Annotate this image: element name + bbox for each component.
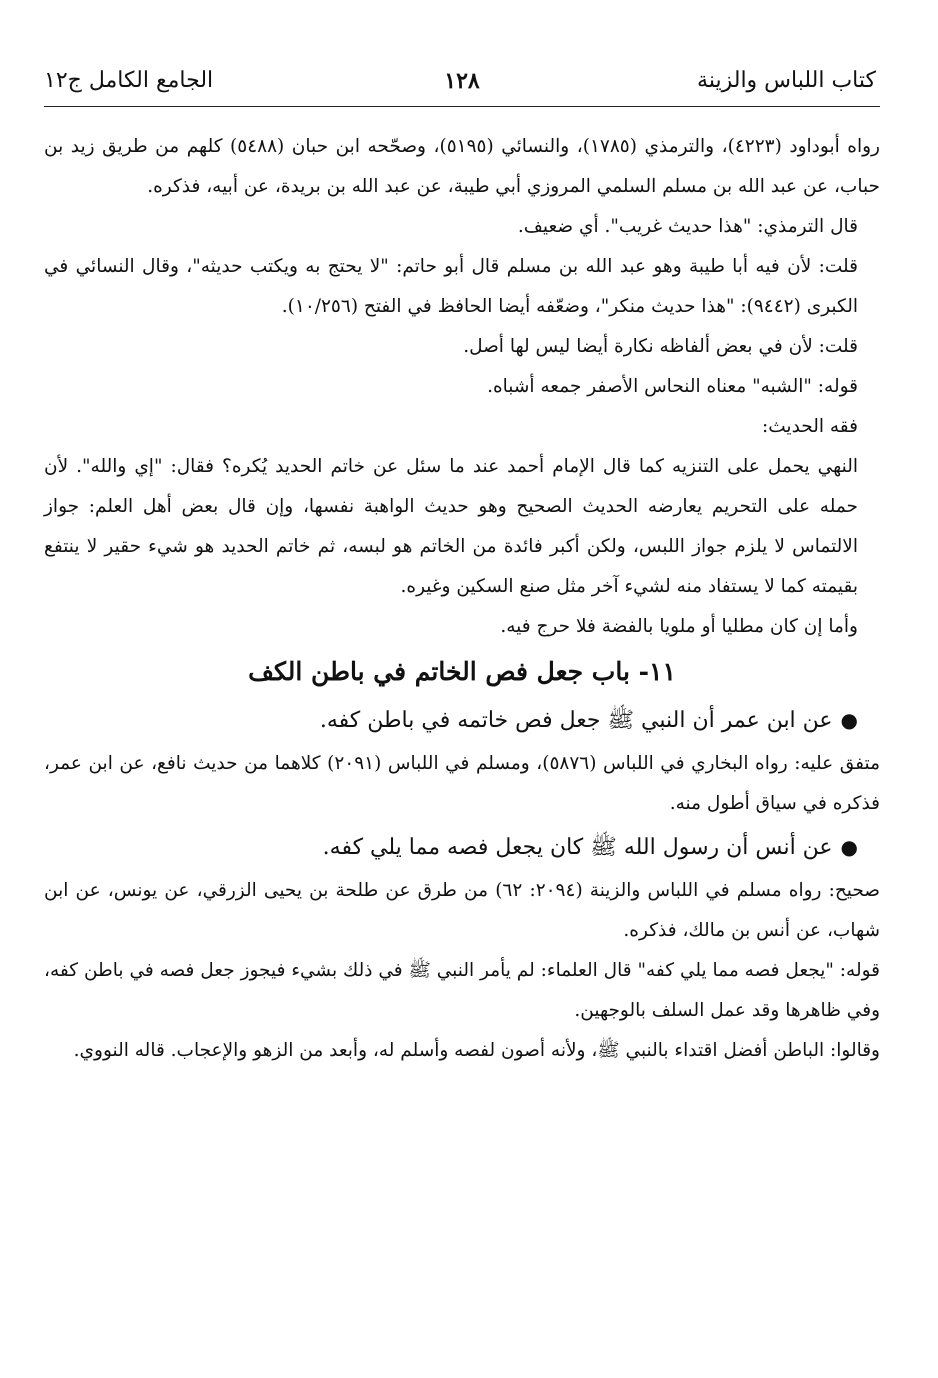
paragraph-takhrij: رواه أبوداود (٤٢٢٣)، والترمذي (١٧٨٥)، والنسائي (٥١٩٥)، وصحّحه ابن حبان (٥٤٨٨) كلهم من طريق زيد بن حباب، عن عبد الله بن مسلم السلمي المروزي أبي طيبة، عن عبد الله بن بريدة، عن أبيه، فذكره. — [44, 136, 880, 197]
takhrij-2 — [44, 871, 880, 1071]
header-volume-title: الجامع الكامل ج١٢ — [44, 68, 214, 93]
header-page-number: ١٢٨ — [444, 68, 480, 94]
hadith-text-2: عن أنس أن رسول الله ﷺ كان يجعل فصه مما يلي كفه. — [322, 835, 833, 860]
body-text — [44, 127, 880, 647]
header-book-title: كتاب اللباس والزينة — [697, 68, 876, 93]
document-page — [44, 60, 880, 1071]
bullet-icon: ● — [840, 835, 858, 859]
hadith-bullet-2 — [44, 824, 880, 871]
paragraph-qultu-2: قلت: لأن في بعض ألفاظه نكارة أيضا ليس لها أصل. — [463, 336, 858, 357]
paragraph-qultu-1: قلت: لأن فيه أبا طيبة وهو عبد الله بن مسلم قال أبو حاتم: "لا يحتج به ويكتب حديثه"، وقال النسائي في الكبرى (٩٤٤٢): "هذا حديث منكر"، وضعّفه أيضا الحافظ في الفتح (١٠/٢٥٦). — [44, 256, 858, 317]
page-header — [44, 60, 880, 107]
takhrij-1 — [44, 744, 880, 824]
paragraph-tirmidhi: قال الترمذي: "هذا حديث غريب". أي ضعيف. — [517, 216, 858, 237]
takhrij-text-2: صحيح: رواه مسلم في اللباس والزينة (٢٠٩٤: ٦٢) من طرق عن طلحة بن يحيى الزرقي، عن يونس، عن ابن شهاب، عن أنس بن مالك، فذكره. — [44, 880, 881, 941]
commentary-1: قوله: "يجعل فصه مما يلي كفه" قال العلماء: لم يأمر النبي ﷺ في ذلك بشيء فيجوز جعل فصه في باطن كفه، وفي ظاهرها وقد عمل السلف بالوجهين. — [44, 960, 880, 1021]
hadith-text-1: عن ابن عمر أن النبي ﷺ جعل فص خاتمه في باطن كفه. — [319, 708, 833, 733]
paragraph-fiqh: النهي يحمل على التنزيه كما قال الإمام أحمد عند ما سئل عن خاتم الحديد يُكره؟ فقال: "إي والله". لأن حمله على التحريم يعارضه الحديث الصحيح وهو حديث الواهبة نفسها، وإن قال بعض أهل العلم: جواز الالتماس لا يلزم جواز اللبس، ولكن أكبر فائدة من الخاتم هو لبسه، ثم خاتم الحديد هو شيء حقير لا ينتفع بقيمته كما لا يستفاد منه لشيء آخر مثل صنع السكين وغيره. — [44, 456, 858, 597]
takhrij-text-1: متفق عليه: رواه البخاري في اللباس (٥٨٧٦)، ومسلم في اللباس (٢٠٩١) كلاهما من حديث نافع، عن ابن عمر، فذكره في سياق أطول منه. — [44, 753, 880, 814]
paragraph-qawluhu: قوله: "الشبه" معناه النحاس الأصفر جمعه أشباه. — [487, 376, 858, 397]
paragraph-fiqh-heading: فقه الحديث: — [762, 416, 858, 437]
hadith-bullet-1 — [44, 697, 880, 744]
bullet-icon: ● — [840, 708, 858, 732]
commentary-2: وقالوا: الباطن أفضل اقتداء بالنبي ﷺ، ولأنه أصون لفصه وأسلم له، وأبعد من الزهو والإعجاب. قاله النووي. — [73, 1040, 880, 1061]
paragraph-silver: وأما إن كان مطليا أو ملويا بالفضة فلا حرج فيه. — [500, 616, 858, 637]
chapter-heading: ١١- باب جعل فص الخاتم في باطن الكف — [248, 657, 676, 686]
